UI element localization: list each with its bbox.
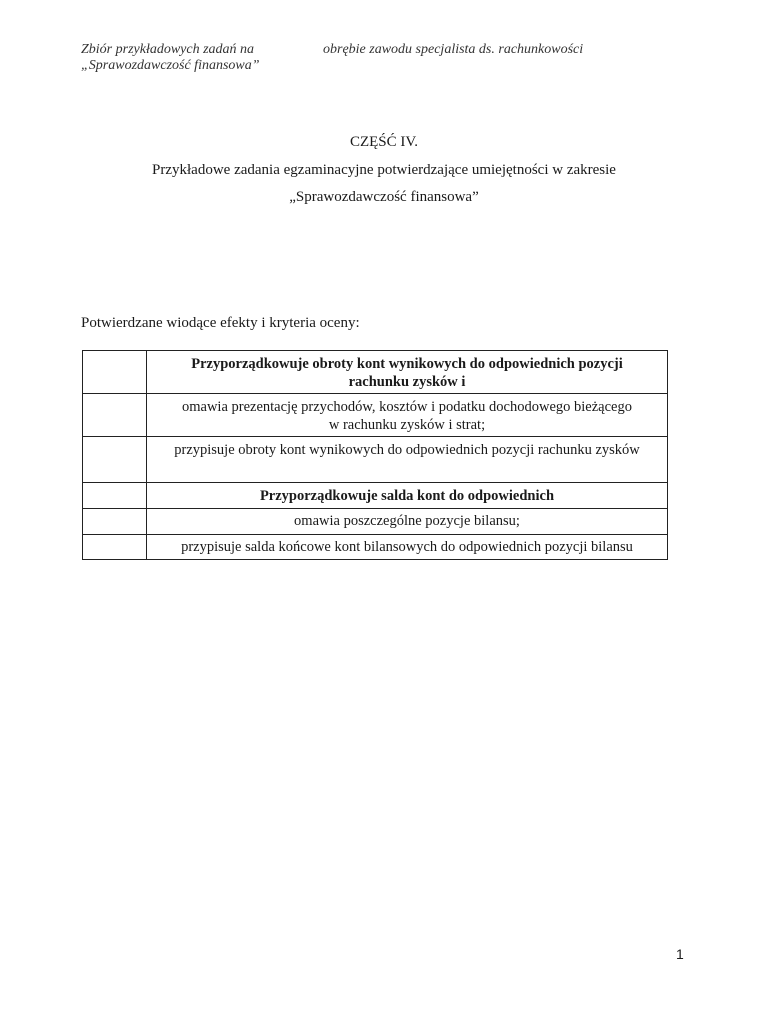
table-cell-criterion — [147, 394, 668, 437]
table-row — [83, 394, 668, 437]
page-number: 1 — [676, 946, 684, 962]
table-cell-number — [83, 535, 147, 560]
table-cell-number — [83, 437, 147, 483]
table-cell-effect: Przyporządkowuje salda kont do odpowiednich — [147, 483, 668, 509]
table-cell-number — [83, 351, 147, 394]
effect-line2: rachunku zysków i — [348, 374, 466, 390]
header-left-line1: Zbiór przykładowych zadań na — [81, 42, 255, 57]
header-left-line2: „Sprawozdawczość finansowa” — [81, 58, 260, 73]
table-row — [83, 437, 668, 483]
criterion-line1: omawia prezentację przychodów, kosztów i podatku dochodowego bieżącego — [181, 399, 632, 415]
part-title: CZĘŚĆ IV. — [349, 134, 419, 150]
effect-line1: Przyporządkowuje obroty kont wynikowych do odpowiednich pozycji — [191, 356, 623, 372]
criteria-intro: Potwierdzane wiodące efekty i kryteria oceny: — [81, 315, 360, 331]
header-left — [81, 42, 260, 74]
table-row — [83, 535, 668, 560]
table-cell-criterion: przypisuje obroty kont wynikowych do odpowiednich pozycji rachunku zysków — [147, 437, 668, 483]
table-cell-criterion: omawia poszczególne pozycje bilansu; — [147, 509, 668, 535]
table-row — [83, 483, 668, 509]
header-right: obrębie zawodu specjalista ds. rachunkowości — [323, 42, 584, 57]
criteria-table — [82, 350, 668, 560]
table-cell-effect — [147, 351, 668, 394]
table-cell-number — [83, 394, 147, 437]
table-cell-number — [83, 509, 147, 535]
section-subtitle-quote: „Sprawozdawczość finansowa” — [289, 189, 479, 205]
section-subtitle: Przykładowe zadania egzaminacyjne potwierdzające umiejętności w zakresie — [152, 162, 616, 178]
table-row — [83, 351, 668, 394]
table-row — [83, 509, 668, 535]
criterion-line2: w rachunku zysków i strat; — [328, 417, 486, 433]
table-cell-criterion: przypisuje salda końcowe kont bilansowych do odpowiednich pozycji bilansu — [147, 535, 668, 560]
table-cell-number — [83, 483, 147, 509]
